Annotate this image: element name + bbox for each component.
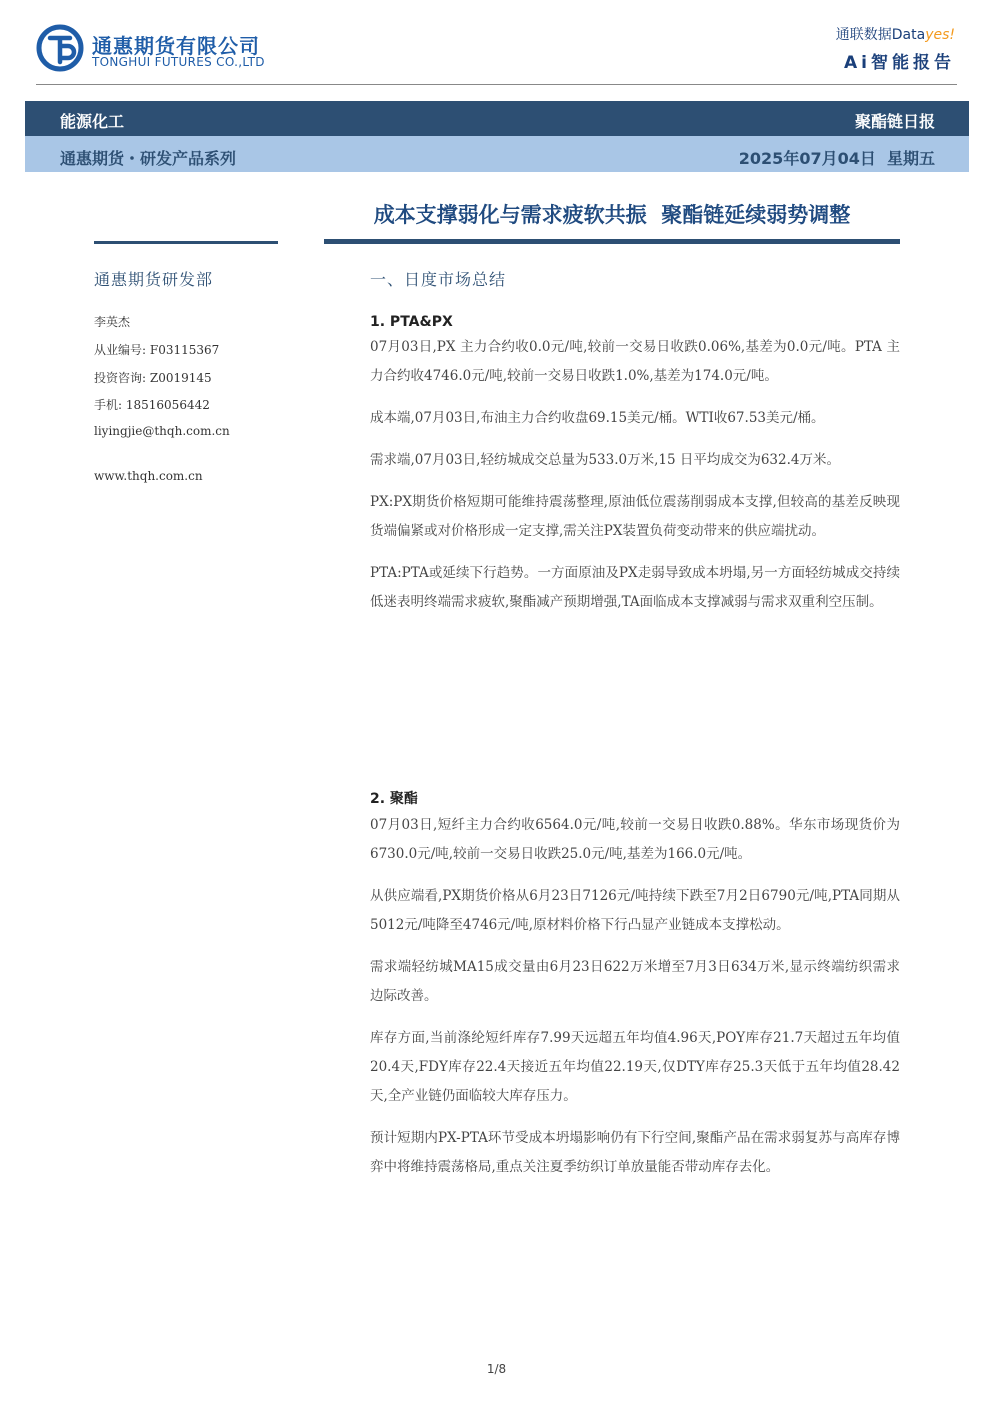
section-polyester <box>370 788 900 1182</box>
advisory-label: 投资咨询: <box>94 371 147 385</box>
category-banner <box>25 101 969 136</box>
paragraph: 需求端,07月03日,轻纺城成交总量为533.0万米,15 日平均成交为632.4万米。 <box>370 452 840 468</box>
paragraph: 07月03日,PX 主力合约收0.0元/吨,较前一交易日收跌0.06%,基差为0.0元/吨。PTA 主力合约收4746.0元/吨,较前一交易日收跌1.0%,基差为174.0元/吨。 <box>370 339 900 384</box>
phone-number: 18516056442 <box>125 398 210 412</box>
section-pta-px <box>370 314 900 617</box>
tonghui-logo-icon <box>36 24 84 72</box>
title-underline <box>324 239 900 244</box>
phone-line <box>94 396 210 413</box>
analyst-name: 李英杰 <box>94 315 131 329</box>
ai-report-label: Ai智能报告 <box>844 53 955 73</box>
paragraph: PTA:PTA或延续下行趋势。一方面原油及PX走弱导致成本坍塌,另一方面轻纺城成交持续低迷表明终端需求疲软,聚酯减产预期增强,TA面临成本支撑减弱与需求双重利空压制。 <box>370 565 900 610</box>
page-number: 1/8 <box>486 1362 507 1376</box>
phone-label: 手机: <box>94 398 123 412</box>
company-website[interactable]: www.thqh.com.cn <box>94 469 203 483</box>
license-number: F03115367 <box>149 343 220 357</box>
category-label: 能源化工 <box>60 112 125 131</box>
report-date: 2025年07月04日 星期五 <box>738 149 935 168</box>
sub-heading-polyester: 2. 聚酯 <box>370 791 418 807</box>
sidebar-top-rule <box>94 241 278 244</box>
paragraph: 预计短期内PX-PTA环节受成本坍塌影响仍有下行空间,聚酯产品在需求弱复苏与高库存博弈中将维持震荡格局,重点关注夏季纺织订单放量能否带动库存去化。 <box>370 1130 900 1175</box>
license-line <box>94 341 219 358</box>
series-label: 通惠期货・研发产品系列 <box>60 149 237 168</box>
paragraph: 库存方面,当前涤纶短纤库存7.99天远超五年均值4.96天,POY库存21.7天超过五年均值20.4天,FDY库存22.4天接近五年均值22.19天,仅DTY库存25.3天低于五年均值28.42天,全产业链仍面临较大库存压力。 <box>370 1030 900 1104</box>
datayes-yes: yes! <box>925 27 955 43</box>
paragraph: 从供应端看,PX期货价格从6月23日7126元/吨持续下跌至7月2日6790元/吨,PTA同期从5012元/吨降至4746元/吨,原材料价格下行凸显产业链成本支撑松动。 <box>370 888 900 933</box>
company-name-cn: 通惠期货有限公司 <box>92 34 260 58</box>
research-dept: 通惠期货研发部 <box>94 270 214 289</box>
license-label: 从业编号: <box>94 343 147 357</box>
datayes-cn: 通联数据 <box>835 27 892 43</box>
datayes-data: Data <box>891 27 926 43</box>
section-heading: 一、日度市场总结 <box>370 270 507 289</box>
paragraph: 07月03日,短纤主力合约收6564.0元/吨,较前一交易日收跌0.88%。华东市场现货价为6730.0元/吨,较前一交易日收跌25.0元/吨,基差为166.0元/吨。 <box>370 817 900 862</box>
report-title: 成本支撑弱化与需求疲软共振 聚酯链延续弱势调整 <box>373 203 851 227</box>
datayes-logo <box>836 24 955 44</box>
advisory-line <box>94 369 212 386</box>
report-type-label: 聚酯链日报 <box>854 112 935 131</box>
paragraph: PX:PX期货价格短期可能维持震荡整理,原油低位震荡削弱成本支撑,但较高的基差反映现货端偏紧或对价格形成一定支撑,需关注PX装置负荷变动带来的供应端扰动。 <box>370 494 900 539</box>
advisory-number: Z0019145 <box>149 371 212 385</box>
company-name-en: TONGHUI FUTURES CO.,LTD <box>92 55 265 69</box>
sub-heading-pta-px: 1. PTA&PX <box>370 314 453 330</box>
analyst-email[interactable]: liyingjie@thqh.com.cn <box>94 424 230 438</box>
paragraph: 成本端,07月03日,布油主力合约收盘69.15美元/桶。WTI收67.53美元/桶。 <box>370 410 825 426</box>
header-divider <box>36 84 957 85</box>
paragraph: 需求端轻纺城MA15成交量由6月23日622万米增至7月3日634万米,显示终端纺织需求边际改善。 <box>370 959 900 1004</box>
